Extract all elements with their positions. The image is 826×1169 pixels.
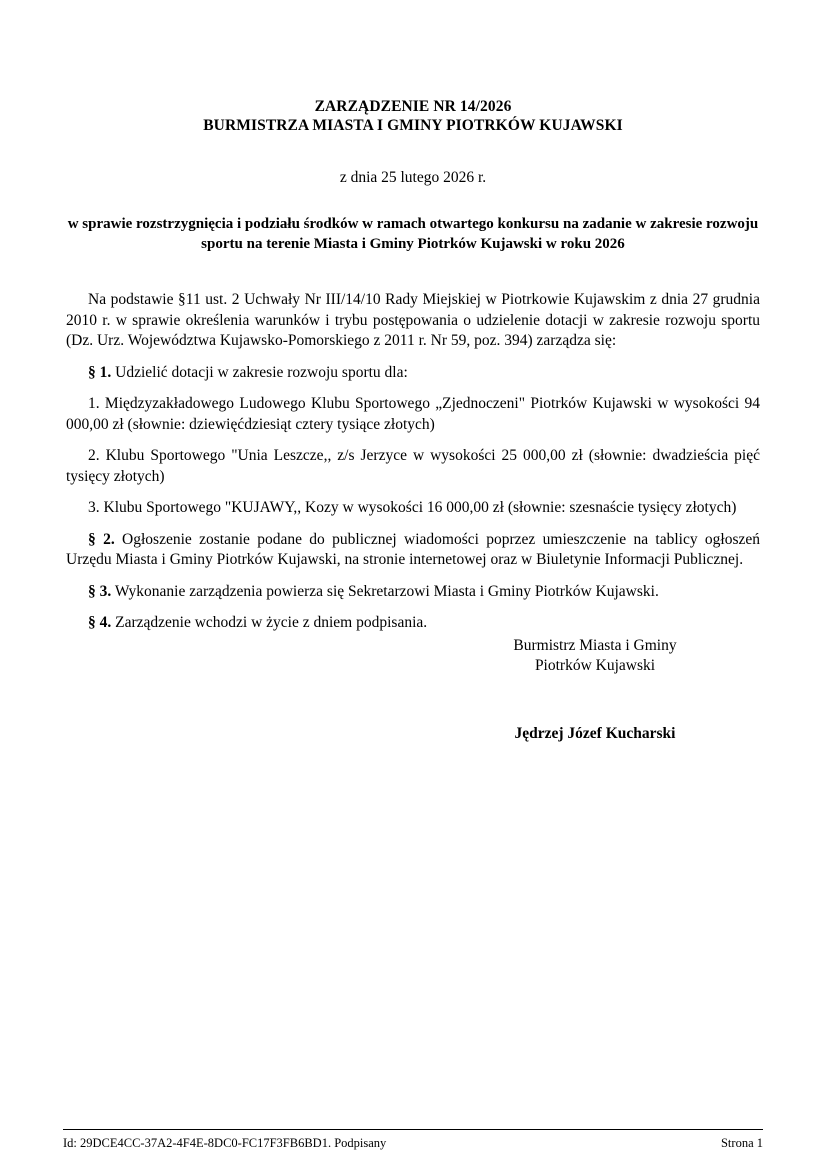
title-line-2: BURMISTRZA MIASTA I GMINY PIOTRKÓW KUJAWSKI (203, 117, 623, 134)
section-2 (66, 530, 760, 571)
page-title (66, 0, 760, 135)
section-3-text: Wykonanie zarządzenia powierza się Sekretarzowi Miasta i Gminy Piotrków Kujawski. (111, 582, 659, 600)
section-3-marker: § 3. (88, 582, 112, 600)
signer-name: Jędrzej Józef Kucharski (514, 725, 676, 742)
document-date: z dnia 25 lutego 2026 r. (339, 169, 487, 186)
document-subject: w sprawie rozstrzygnięcia i podziału środków w ramach otwartego konkursu na zadanie w zakresie rozwoju sportu na terenie Miasta i Gminy Piotrków Kujawski w roku 2026 (67, 216, 759, 252)
signer-role-line-1: Burmistrz Miasta i Gminy (513, 637, 677, 654)
page-number: Strona 1 (720, 1136, 763, 1150)
section-1 (66, 363, 760, 384)
grant-item-3: 3. Klubu Sportowego "KUJAWY,, Kozy w wysokości 16 000,00 zł (słownie: szesnaście tysięcy złotych) (88, 499, 737, 516)
preamble-paragraph: Na podstawie §11 ust. 2 Uchwały Nr III/14/10 Rady Miejskiej w Piotrkowie Kujawskim z dnia 27 grudnia 2010 r. w sprawie określenia warunków i trybu postępowania o udzielenie dotacji w zakresie rozwoju sportu (Dz. Urz. Województwa Kujawsko-Pomorskiego z 2011 r. Nr 59, poz. 394) zarządza się: (66, 291, 760, 349)
signer-role-line-2: Piotrków Kujawski (534, 657, 656, 674)
section-4-text: Zarządzenie wchodzi w życie z dniem podpisania. (111, 614, 428, 631)
section-3 (66, 582, 760, 603)
section-4-marker: § 4. (88, 614, 112, 631)
page-footer (63, 1129, 763, 1151)
document-id: Id: 29DCE4CC-37A2-4F4E-8DC0-FC17F3FB6BD1. Podpisany (63, 1136, 387, 1150)
section-1-text: Udzielić dotacji w zakresie rozwoju sportu dla: (111, 363, 408, 381)
section-2-text: Ogłoszenie zostanie podane do publicznej wiadomości poprzez umieszczenie na tablicy ogłoszeń Urzędu Miasta i Gminy Piotrków Kujawski, na stronie internetowej oraz w Biuletynie Informacji Publicznej. (66, 530, 761, 568)
section-4 (66, 613, 760, 634)
signature-block (430, 636, 760, 744)
title-line-1: ZARZĄDZENIE NR 14/2026 (314, 98, 512, 115)
document-body (66, 254, 760, 634)
grant-item-2: 2. Klubu Sportowego "Unia Leszcze,, z/s Jerzyce w wysokości 25 000,00 zł (słownie: dwadzieścia pięć tysięcy złotych) (66, 447, 760, 485)
document-content (66, 0, 760, 634)
section-2-marker: § 2. (88, 530, 115, 548)
grant-item-1: 1. Międzyzakładowego Ludowego Klubu Sportowego „Zjednoczeni" Piotrków Kujawski w wysokości 94 000,00 zł (słownie: dziewięćdziesiąt cztery tysiące złotych) (66, 395, 760, 433)
section-1-marker: § 1. (88, 363, 112, 381)
